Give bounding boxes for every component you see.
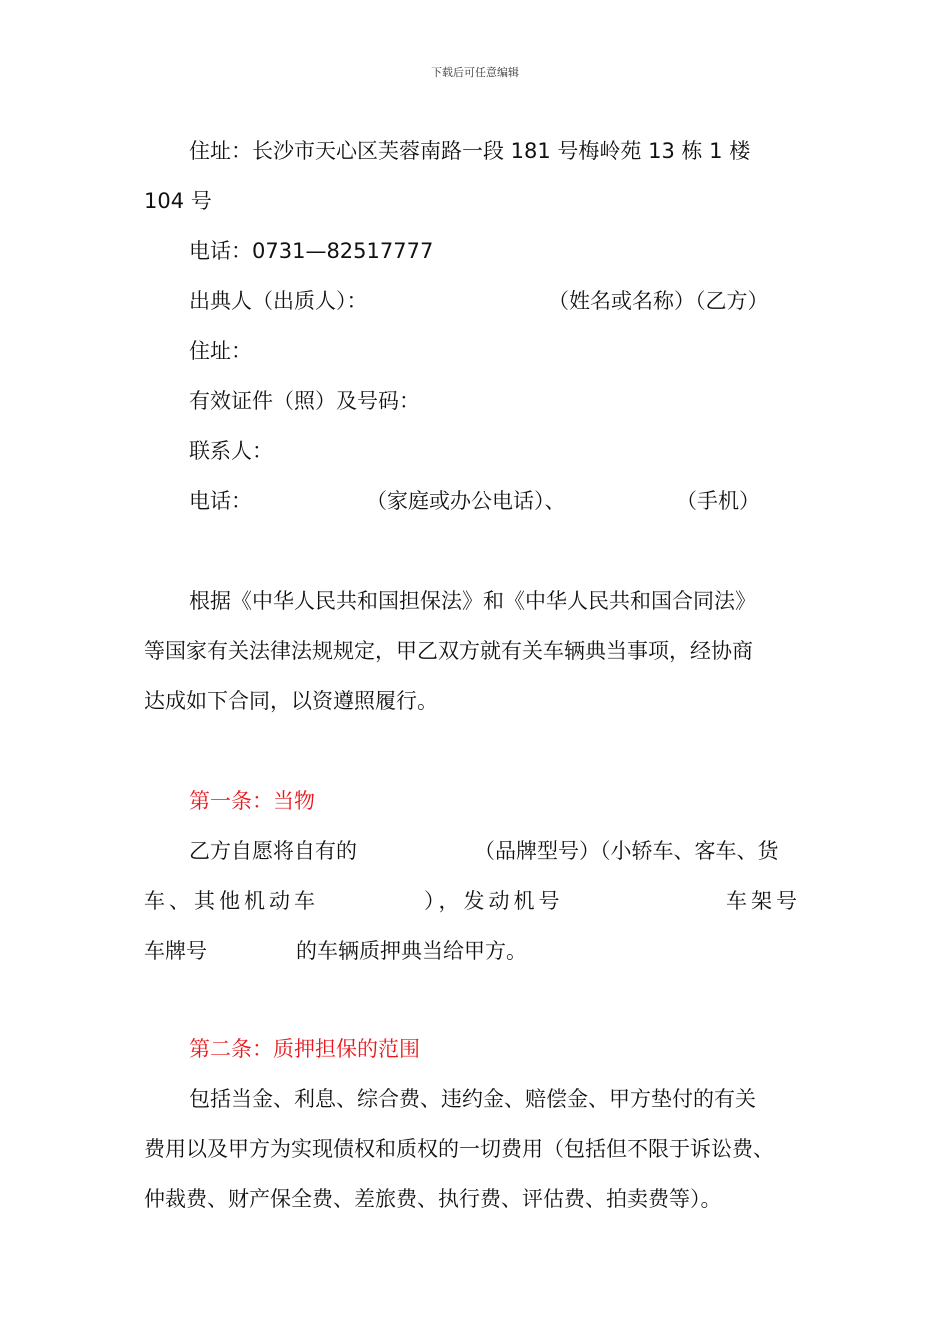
article-2-title: 第二条：质押担保的范围 [189, 1037, 420, 1061]
article-1-line-3b: 的车辆质押典当给甲方。 [296, 939, 527, 963]
address-line-1: 住址：长沙市天心区芙蓉南路一段 181 号梅岭苑 13 栋 1 楼 [189, 139, 751, 163]
article-1-title: 第一条：当物 [189, 789, 315, 813]
intro-line-1: 根据《中华人民共和国担保法》和《中华人民共和国合同法》 [189, 589, 756, 613]
phone2-label: 电话： [189, 489, 252, 513]
article-2-line-1: 包括当金、利息、综合费、违约金、赔偿金、甲方垫付的有关 [189, 1087, 756, 1111]
id-number-label: 有效证件（照）及号码： [189, 389, 420, 413]
article-1-line-3a: 车牌号 [144, 939, 207, 963]
pledgor-label: 出典人（出质人）： [189, 289, 368, 313]
pledgor-suffix: （姓名或名称）（乙方） [548, 289, 769, 313]
phone2-home: （家庭或办公电话）、 [366, 489, 566, 513]
phone-line: 电话：0731—82517777 [189, 239, 434, 263]
article-1-line-2b: ），发动机号 [424, 889, 564, 913]
address-line-2: 104 号 [144, 189, 212, 213]
article-2-line-2: 费用以及甲方为实现债权和质权的一切费用（包括但不限于诉讼费、 [144, 1137, 774, 1161]
contact-label: 联系人： [189, 439, 273, 463]
intro-line-3: 达成如下合同，以资遵照履行。 [144, 689, 438, 713]
page-header-note: 下载后可任意编辑 [431, 66, 519, 79]
phone2-mobile: （手机） [676, 489, 760, 513]
article-1-line-1b: （品牌型号）（小轿车、客车、货 [474, 839, 779, 863]
intro-line-2: 等国家有关法律法规规定，甲乙双方就有关车辆典当事项，经协商 [144, 639, 753, 663]
article-1-line-2c: 车架号 [726, 889, 801, 913]
article-1-line-2a: 车、其他机动车 [144, 889, 319, 913]
pledgor-address-label: 住址： [189, 339, 252, 363]
article-2-line-3: 仲裁费、财产保全费、差旅费、执行费、评估费、拍卖费等）。 [144, 1187, 722, 1211]
article-1-line-1a: 乙方自愿将自有的 [189, 839, 357, 863]
